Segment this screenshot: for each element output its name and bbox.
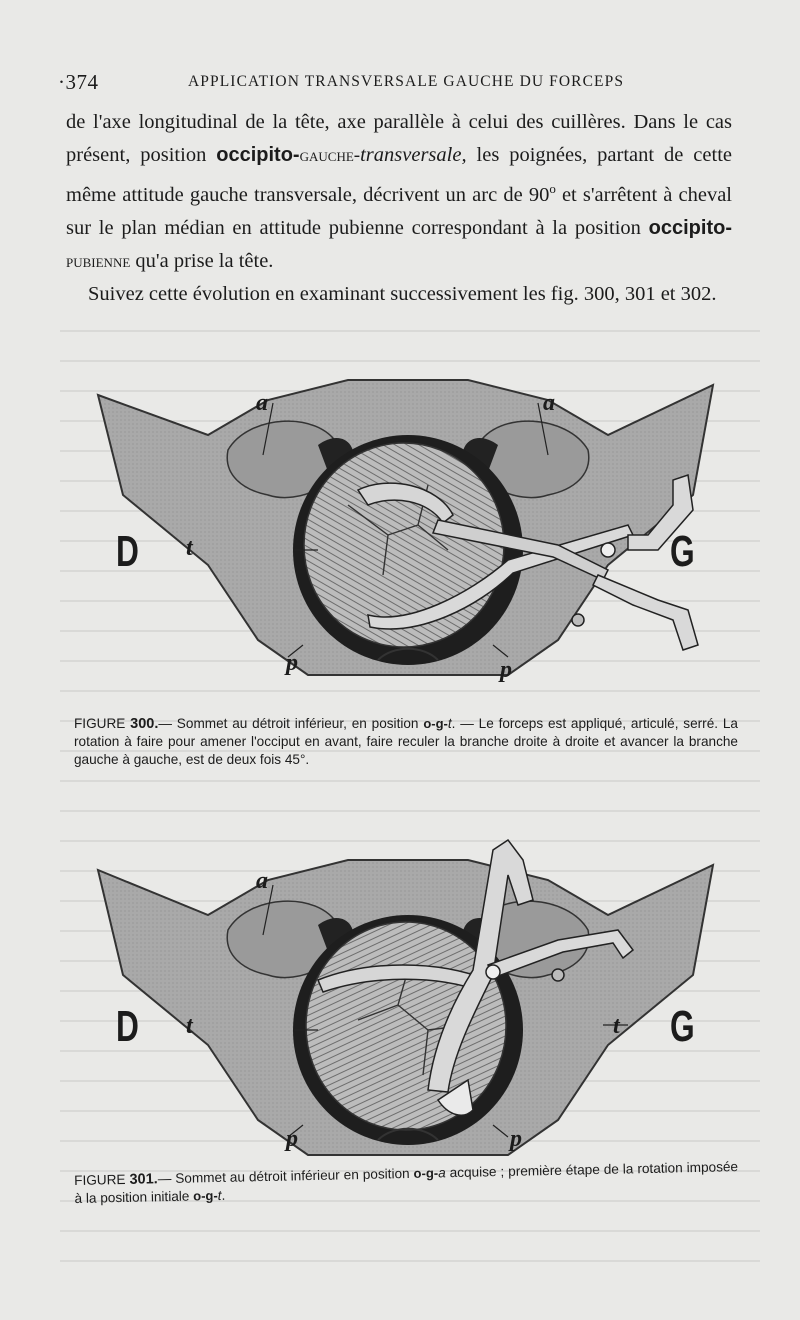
label-a-right: a (543, 390, 555, 416)
label-t: t (186, 535, 193, 561)
label-p-left: p (286, 650, 298, 676)
label-p-right: p (510, 1126, 522, 1152)
figure-301-caption: FIGURE 301.— Sommet au détroit inférieur en position o-g-a acquise ; première étape de la rotation imposée à la position initiale o-g-t. (74, 1159, 739, 1206)
side-label-d: D (116, 1002, 139, 1051)
label-a: a (256, 868, 268, 894)
figure-301 (88, 830, 728, 1170)
label-p-left: p (286, 1126, 298, 1152)
label-t-left: t (186, 1013, 193, 1039)
running-head (58, 70, 738, 100)
side-label-d: D (116, 527, 139, 576)
side-label-g: G (670, 527, 695, 576)
page-number: ·374 (58, 70, 99, 94)
figure-301-illustration (88, 830, 728, 1170)
figure-300-illustration (88, 375, 728, 695)
body-text (66, 106, 732, 311)
running-title: APPLICATION TRANSVERSALE GAUCHE DU FORCEPS (188, 73, 625, 90)
side-label-g: G (670, 1002, 695, 1051)
paragraph-2: Suivez cette évolution en examinant successivement les fig. 300, 301 et 302. (88, 282, 717, 305)
figure-300-caption: FIGURE 300.— Sommet au détroit inférieur, en position o-g-t. — Le forceps est appliqué, articulé, serré. La rotation à faire pour amener l'occiput en avant, faire reculer la branche droite à droite et avancer la branche gauche à gauche, est de deux fois 45°. (74, 716, 738, 767)
label-t-right: t (613, 1013, 620, 1039)
label-a-left: a (256, 390, 268, 416)
label-p-right: p (500, 657, 512, 683)
figure-300 (88, 375, 728, 695)
paragraph-1: de l'axe longitudinal de la tête, axe parallèle à celui des cuillères. Dans le cas présent, position occipito-gauche-transversale, les poignées, partant de cette même attitude gauche transversale, décrivent un arc de 90$^o$ et s'arrêtent à cheval sur le plan médian en attitude pubienne correspondant à la position occipito-pubienne qu'a prise la tête. (66, 111, 732, 272)
